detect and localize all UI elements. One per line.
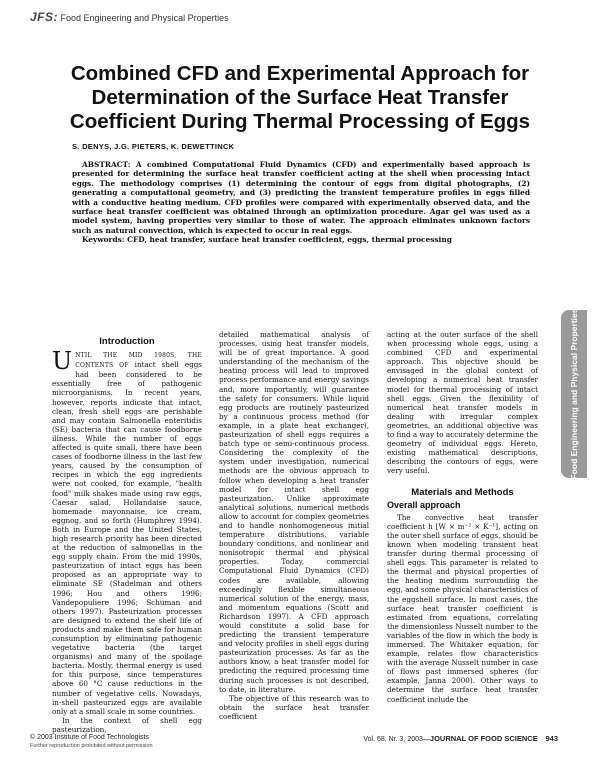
keywords: Keywords: CFD, heat transfer, surface heat transfer coefficient, eggs, thermal processing [82,235,452,245]
volume-citation: Vol. 68, Nr. 3, 2003— [363,736,430,743]
side-tab-label: Food Engineering and Physical Properties [569,308,579,480]
journal-logo: JFS: [30,10,59,24]
column-1 [52,337,202,734]
running-header [30,10,229,24]
intro-paragraph-2: In the context of shell egg pasteurization, [52,715,202,734]
overall-approach-heading: Overall approach [387,499,461,510]
abstract-text: ABSTRACT: A combined Computational Fluid Dynamics (CFD) and experimentally based approach is presented for determining the surface heat transfer coefficient acting at the shell when processing intact eggs. The methodology comprises (1) determining the contour of eggs from digital photographs, (2) generating a computational geometry, and (3) predicting the transient temperature profiles in eggs filled with a conductive heating medium. CFD profiles were compared with experimentally observed data, and the surface heat transfer coefficient was obtained through an optimization procedure. Agar gel was used as a model system, having properties very similar to those of water. The approach eliminates unknown factors such as natural convection, which is expected to occur in real eggs. [72,160,530,235]
section-label: Food Engineering and Physical Properties [60,13,229,23]
intro-paragraph-1-rest: intact shell eggs had been considered to be essentially free of pathogenic microorganisms. In recent years, however, reports indicate that intact, clean, fresh shell eggs are perishable and may contain Salmonella enteritidis (SE) bacteria that can cause foodborne illness. While the number of eggs affected is quite small, there have been cases of foodborne illness in the last few years, caused by the consumption of recipes in which the egg ingredients were not cooked, for example, "health food" milk shakes made using raw eggs, Caesar salad, Hollandaise sauce, homemade mayonnaise, ice cream, eggnog, and so forth (Humphrey 1994). Both in Europe and the United States, high research priority has been directed at the reduction of salmonellas in the egg supply chain. From the mid 1990s, pasteurization of intact eggs has been proposed as an appropriate way to eliminate SE (Stadelman and others 1996; Hou and others 1996; Vandepopuliere 1996; Schuman and others 1997). Pasteurization processes are designed to extend the shelf life of products and make them safe for human consumption by eliminating pathogenic vegetative bacteria (the target organisms) and many of the spoilage bacteria. Mostly, thermal energy is used for this purpose, since temperatures above 60 °C cause reductions in the number of vegetative cells. Nowadays, in-shell pasteurized eggs are available only at a small scale in some countries. [52,360,202,716]
article-title: Combined CFD and Experimental Approach for Determination of the Surface Heat Transfer Coefficient During Thermal Processing of Eggs [69,62,531,133]
intro-smallcaps: NTIL THE MID 1980S, THE CONTENTS OF [75,352,202,370]
journal-name: JOURNAL OF FOOD SCIENCE [429,734,538,743]
col3-paragraph-1: acting at the outer surface of the shell when processing whole eggs, using a combined CFD and experimental approach. This objective should be envisaged in the global context of developing a numerical heat transfer model for thermal processing of intact shell eggs. Given the flexibility of numerical heat transfer models in dealing with irregular complex geometries, an additional objective was to find a way to accurately determine the geometry of individual eggs. Hereto, existing mathematical descriptions, describing the contours of eggs, were very useful. [387,330,538,476]
section-side-tab [561,310,587,478]
page-number: 943 [545,734,558,743]
copyright: © 2003 Institute of Food Technologists [30,734,150,741]
reproduction-note: Further reproduction prohibited without permission [30,743,153,749]
footer-right [363,734,558,743]
methods-heading: Materials and Methods [411,486,514,498]
introduction-heading: Introduction [99,336,155,347]
drop-cap: U [52,347,73,376]
authors: S. DENYS, J.G. PIETERS, K. DEWETTINCK [72,142,235,151]
col2-paragraph-1: detailed mathematical analysis of processes, using heat transfer models, will be of great importance. A good understanding of the mechanism of the heating process will lead to improved process performance and energy savings and, more importantly, will guarantee the safety for consumers. While liquid egg products are routinely pasteurized by a continuous process method (for example, in a plate heat exchanger), pasteurization of shell eggs requires a batch type or semi-continuous process. Considering the complexity of the system under investigation, numerical methods are the obvious approach to follow when developing a heat transfer model for intact shell egg pasteurization. Unlike approximate analytical solutions, numerical methods allow to account for complex geometries and to handle nonhomogeneous initial temperature distributions, variable boundary conditions, and nonlinear and nonisotropic thermal and physical properties. Today, commercial Computational Fluid Dynamics (CFD) codes are available, allowing exceedingly flexible simultaneous numerical solution of the energy, mass, and momentum equations (Scott and Richardson 1997). A CFD approach would constitute a solid base for predicting the transient temperature and velocity profiles in shell eggs during pasteurization processes. As far as the authors know, a heat transfer model for predicting the required processing time during such processes is not described, to date, in literature. [219,330,369,694]
col2-paragraph-2: The objective of this research was to obtain the surface heat transfer coefficient [219,693,369,721]
abstract-block [72,160,530,245]
column-2 [219,330,369,721]
column-3 [387,330,538,704]
intro-paragraph-1 [52,347,202,716]
methods-paragraph-1: The convective heat transfer coefficient h [W × m⁻² × K⁻¹], acting on the outer shell surface of eggs, should be known when modeling transient heat transfer during thermal processing of shell eggs. This parameter is related to the thermal and physical properties of the heating medium surrounding the egg, and some physical characteristics of the eggshell surface. In most cases, the surface heat transfer coefficient is estimated from equations, correlating the dimensionless Nusselt number to the variables of the flow in which the body is immersed. The Whitaker equation, for example, relates flow characteristics with the average Nusselt number in case of flows past immersed spheres (for example, Janna 2000). Other ways to determine the surface heat transfer coefficient include the [387,512,538,704]
footer-left [30,734,153,749]
